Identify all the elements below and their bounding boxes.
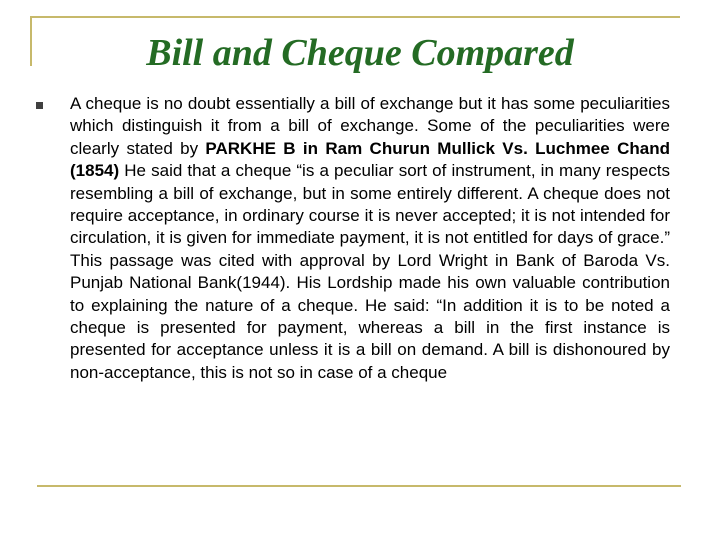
slide-title: Bill and Cheque Compared — [146, 32, 574, 74]
paragraph-text-part-2: He said that a cheque “is a peculiar sort of instrument, in many respects resembling a bill of exchange, but in some entirely different. A cheque does not require acceptance, in ordinary course it is never accepted; it is not intended for circulation, it is given for immediate payment, it is not entitled for days of grace.” This passage was cited with approval by Lord Wright in Bank of Baroda Vs. Punjab National Bank(1944). His Lordship made his own valuable contribution to explaining the nature of a cheque. He said: “In addition it is to be noted a cheque is presented for payment, whereas a bill in the first instance is presented for acceptance unless it is a bill on demand. A bill is dishonoured by non-acceptance, this is not so in case of a cheque — [70, 161, 670, 382]
paragraph-text-part-1: A cheque is no doubt essentially a bill of exchange but it has some peculiarities which distinguish it from a bill of exchange. Some of the peculiarities were clearly stated by — [70, 94, 670, 158]
square-bullet-icon — [36, 102, 43, 109]
frame-top-rule — [30, 16, 680, 18]
frame-bottom-rule — [37, 485, 681, 487]
body-paragraph — [70, 93, 670, 384]
paragraph-case-citation: PARKHE B in Ram Churun Mullick Vs. Luchmee Chand (1854) — [70, 138, 670, 181]
